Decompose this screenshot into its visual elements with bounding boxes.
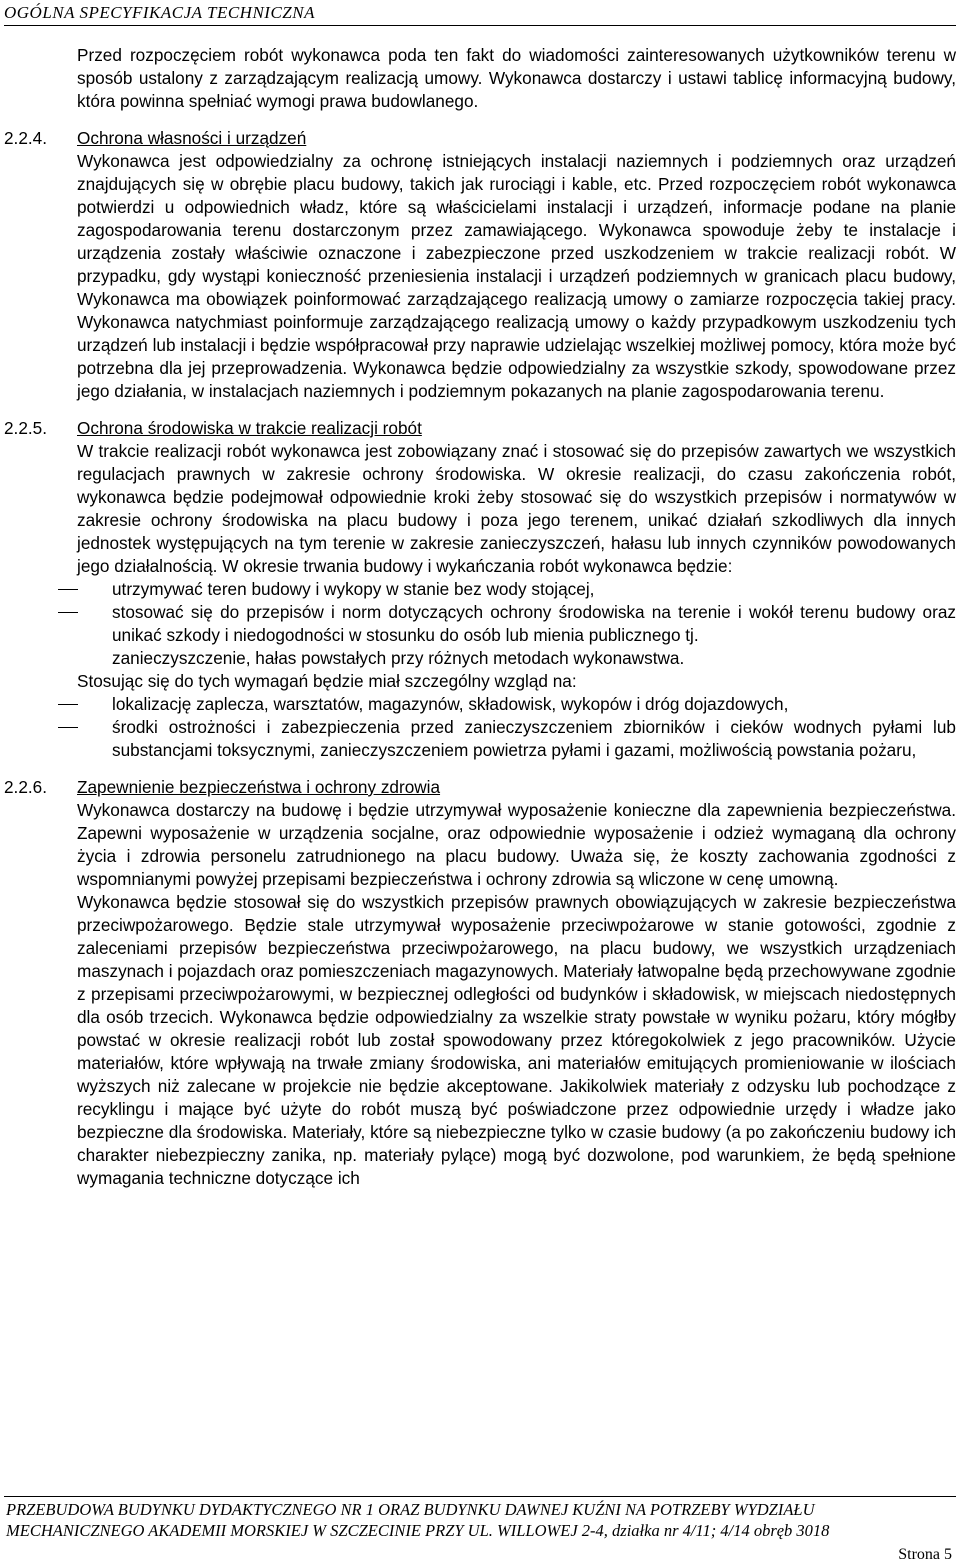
list-item-text: lokalizację zaplecza, warsztatów, magazynów, składowisk, wykopów i dróg dojazdowych, xyxy=(112,694,789,714)
requirements-list xyxy=(4,578,956,647)
list-item-text: środki ostrożności i zabezpieczenia przed zanieczyszczeniem zbiorników i cieków wodnych pyłami lub substancjami toksycznymi, zanieczyszczeniem powietrza pyłami i gazami, możliwością powstania pożaru, xyxy=(112,717,956,760)
page-footer xyxy=(0,1496,960,1541)
list-item-text: stosować się do przepisów i norm dotyczących ochrony środowiska na terenie i wokół terenu budowy oraz unikać szkody i niedogodności w stosunku do osób lub mienia publicznego tj. xyxy=(112,602,956,645)
page-header xyxy=(4,0,956,26)
document-body xyxy=(4,44,956,1190)
dash-bullet-icon xyxy=(40,601,95,613)
section-body: Wykonawca jest odpowiedzialny za ochronę istniejących instalacji naziemnych i podziemnych oraz urządzeń znajdujących się w obrębie placu budowy, takich jak rurociągi i kable, etc. Przed rozpoczęciem robót wykonawca potwierdzi u odpowiednich władz, które są właścicielami instalacji i urządzeń, informacje podane na planie zagospodarowania terenu dostarczonym przez zamawiającego. Wykonawca spowoduje żeby te instalacje i urządzenia zostały właściwie oznaczone i zabezpieczone przed uszkodzeniem w trakcie realizacji robót. W przypadku, gdy wystąpi konieczność przeniesienia instalacji i urządzeń podziemnych w granicach placu budowy, Wykonawca ma obowiązek poinformować zarządzającego realizacją umowy o zamiarze rozpoczęcia takiej pracy. Wykonawca natychmiast poinformuje zarządzającego realizacją umowy o każdy przypadkowym uszkodzeniu tych urządzeń lub instalacji i będzie współpracował przy naprawie udzielając wszelkiej możliwej pomocy, która może być potrzebna dla jej przeprowadzenia. Wykonawca będzie odpowiedzialny za wszystkie szkody, spowodowane przez jego działania, w instalacjach naziemnych i podziemnym pokazanych na planie zagospodarowania terenu. xyxy=(77,151,956,401)
section-number: 2.2.5. xyxy=(4,418,48,438)
section-body: Wykonawca dostarczy na budowę i będzie utrzymywał wyposażenie konieczne dla zapewnienia bezpieczeństwa. Zapewni wyposażenie w urządzenia socjalne, oraz odpowiednie wyposażenie i odzież wymaganą dla ochrony życia i zdrowia personelu zatrudnionego na placu budowy. Uważa się, że koszty zachowania zgodności z wspomnianymi powyżej przepisami bezpieczeństwa i ochrony zdrowia są wliczone w cenę umowną. xyxy=(77,800,956,889)
header-title: OGÓLNA SPECYFIKACJA TECHNICZNA xyxy=(4,3,315,22)
section-title: Ochrona środowiska w trakcie realizacji robót xyxy=(77,418,422,438)
footer-line-1: PRZEBUDOWA BUDYNKU DYDAKTYCZNEGO NR 1 ORAZ BUDYNKU DAWNEJ KUŹNI NA POTRZEBY WYDZIAŁU xyxy=(6,1500,815,1519)
footer-line-2: MECHANICZNEGO AKADEMII MORSKIEJ W SZCZECINIE PRZY UL. WILLOWEJ 2-4, działka nr 4/11; 4/14 obręb 3018 xyxy=(6,1521,830,1540)
dash-bullet-icon xyxy=(40,693,95,705)
section-body: W trakcie realizacji robót wykonawca jest zobowiązany znać i stosować się do przepisów zawartych we wszystkich regulacjach prawnych w zakresie ochrony środowiska. W okresie realizacji, do czasu zakończenia robót, wykonawca będzie podejmował odpowiednie kroki żeby stosować się do wszystkich przepisów i normatywów w zakresie ochrony środowiska na placu budowy i poza jego terenem, unikać działań szkodliwych dla innych jednostek występujących na tym terenie w zakresie zanieczyszczeń, hałasu lub innych czynników powodowanych jego działalnością. W okresie trwania budowy i wykańczania robót wykonawca będzie: xyxy=(77,441,956,576)
considerations-list xyxy=(4,693,956,762)
list-item xyxy=(4,601,956,647)
section-number: 2.2.6. xyxy=(4,777,48,797)
section-title: Ochrona własności i urządzeń xyxy=(77,128,307,148)
dash-bullet-icon xyxy=(40,578,95,590)
list-item-text: utrzymywać teren budowy i wykopy w stanie bez wody stojącej, xyxy=(112,579,595,599)
section-2-2-4 xyxy=(4,127,956,403)
list-continuation: zanieczyszczenie, hałas powstałych przy różnych metodach wykonawstwa. xyxy=(112,648,685,668)
intro-paragraph: Przed rozpoczęciem robót wykonawca poda ten fakt do wiadomości zainteresowanych użytkowników terenu w sposób ustalony z zarządzającym realizacją umowy. Wykonawca dostarczy i ustawi tablicę informacyjną budowy, która powinna spełniać wymogi prawa budowlanego. xyxy=(77,45,956,111)
list-item xyxy=(4,578,956,601)
dash-bullet-icon xyxy=(40,716,95,728)
section-title: Zapewnienie bezpieczeństwa i ochrony zdrowia xyxy=(77,777,441,797)
page-number: Strona 5 xyxy=(898,1546,952,1563)
section-body: Wykonawca będzie stosował się do wszystkich przepisów prawnych obowiązujących w zakresie bezpieczeństwa przeciwpożarowego. Będzie stale utrzymywał wyposażenie przeciwpożarowe w stanie gotowości, zgodnie z zaleceniami przepisów bezpieczeństwa przeciwpożarowego, na placu budowy, we wszystkich urządzeniach maszynach i pojazdach oraz pomieszczeniach magazynowych. Materiały łatwopalne będą przechowywane zgodnie z przepisami przeciwpożarowymi, w bezpiecznej odległości od budynków i składowisk, w miejscach niedostępnych dla osób trzecich. Wykonawca będzie odpowiedzialny za wszelkie straty powstałe w wyniku pożaru, który mógłby powstać w okresie realizacji robót lub został spowodowany przez któregokolwiek z jego pracowników. Użycie materiałów, które wpływają na trwałe zmiany środowiska, ani materiałów emitujących promieniowanie w ilościach wyższych niż zalecane w projekcie nie będzie akceptowane. Jakikolwiek materiały z odzysku lub pochodzące z recyklingu i mające być użyte do robót muszą być poświadczone przez odpowiednie urzędy i władze jako bezpieczne dla środowiska. Materiały, które są niebezpieczne tylko w czasie budowy (a po zakończeniu budowy ich charakter niebezpieczny zanika, np. materiały pylące) mogą być dozwolone, pod warunkiem, że będą spełnione wymagania techniczne dotyczące ich xyxy=(77,892,956,1188)
header-rule xyxy=(4,25,956,26)
footer-project-title xyxy=(0,1497,960,1541)
section-mid-text: Stosując się do tych wymagań będzie miał szczególny wzgląd na: xyxy=(77,671,577,691)
section-2-2-6 xyxy=(4,776,956,1190)
section-number: 2.2.4. xyxy=(4,128,48,148)
section-2-2-5 xyxy=(4,417,956,762)
list-item xyxy=(4,716,956,762)
list-item xyxy=(4,693,956,716)
